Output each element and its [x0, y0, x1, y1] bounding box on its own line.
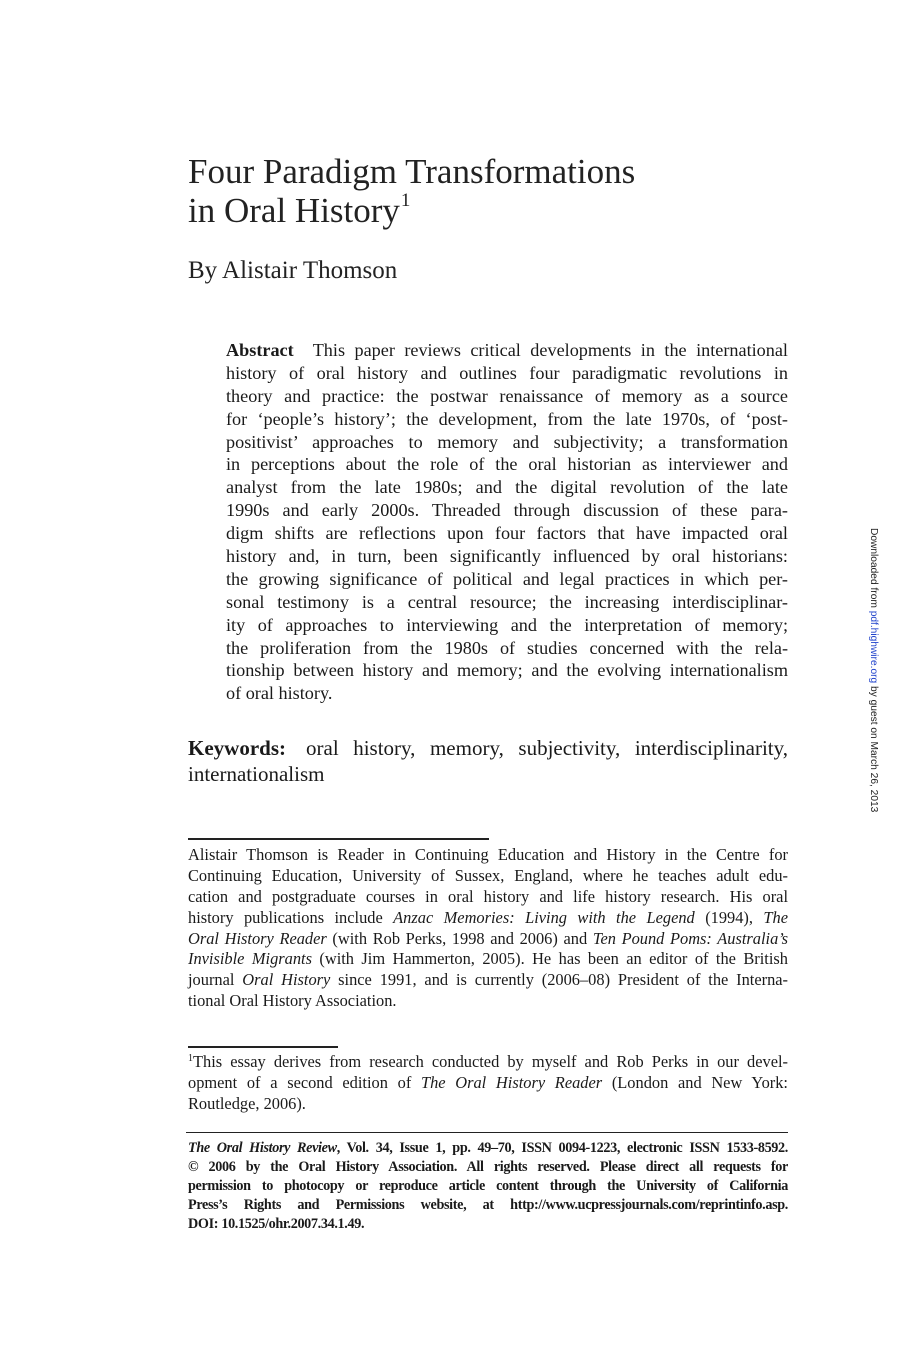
- bio-line: history publications include Anzac Memories: Living with the Legend (1994), The: [188, 907, 789, 927]
- abstract-line: sonal testimony is a central resource; the increasing interdisciplinar-: [226, 591, 788, 612]
- abstract-line: theory and practice: the postwar renaissance of memory as a source: [226, 385, 788, 406]
- abstract-line: Abstract This paper reviews critical developments in the international: [226, 340, 788, 360]
- abstract-line: the growing significance of political and legal practices in which per-: [226, 568, 788, 589]
- bio-line: Continuing Education, University of Sussex, England, where he teaches adult edu-: [188, 865, 788, 885]
- abstract-line: ity of approaches to interviewing and the interpretation of memory;: [226, 614, 788, 635]
- download-source-link[interactable]: pdf.highwire.org: [868, 610, 879, 684]
- footnote-divider: [188, 1046, 338, 1048]
- imprint-doi: DOI: 10.1525/ohr.2007.34.1.49.: [188, 1215, 365, 1232]
- bio-line: journal Oral History since 1991, and is currently (2006–08) President of the Interna-: [188, 970, 789, 990]
- abstract-line: digm shifts are reflections upon four factors that have impacted oral: [226, 523, 788, 544]
- title-footnote-mark[interactable]: 1: [400, 190, 411, 211]
- imprint-line: Press’s Rights and Permissions website, at http://www.ucpressjournals.com/reprintinfo.asp.: [188, 1196, 788, 1213]
- imprint-line: permission to photocopy or reproduce article content through the University of California: [188, 1177, 788, 1194]
- imprint-divider: [186, 1132, 788, 1133]
- title-line-2: [188, 191, 635, 236]
- abstract-line: history of oral history and outlines four paradigmatic revolutions in: [226, 362, 788, 383]
- title-line-1: Four Paradigm Transformations: [188, 152, 636, 191]
- abstract-line: of oral history.: [226, 683, 333, 704]
- footnote-mark: 1: [188, 1053, 193, 1064]
- abstract-line: positivist’ approaches to memory and subjectivity; a transformation: [226, 431, 788, 452]
- keywords: [188, 735, 788, 787]
- footnote-line: Routledge, 2006).: [188, 1094, 306, 1113]
- abstract-line: analyst from the late 1980s; and the digital revolution of the late: [226, 477, 788, 498]
- footnote: [188, 1051, 788, 1114]
- abstract-line: in perceptions about the role of the oral historian as interviewer and: [226, 454, 788, 475]
- author-byline: By Alistair Thomson: [188, 257, 398, 284]
- abstract-label: Abstract: [226, 340, 294, 360]
- journal-name: The Oral History Review: [188, 1140, 337, 1156]
- bio-line: Oral History Reader (with Rob Perks, 1998 and 2006) and Ten Pound Poms: Australia’s: [188, 928, 788, 948]
- abstract-line: for ‘people’s history’; the development, from the late 1970s, of ‘post-: [226, 408, 788, 429]
- imprint-line: The Oral History Review, Vol. 34, Issue 1, pp. 49–70, ISSN 0094-1223, electronic ISSN 1533-8592.: [188, 1140, 788, 1156]
- bio-divider: [188, 838, 489, 840]
- bio-line: Alistair Thomson is Reader in Continuing Education and History in the Centre for: [188, 845, 788, 864]
- author-bio: [188, 845, 788, 1012]
- footnote-line: $^1$This essay derives from research conducted by myself and Rob Perks in our devel-: [188, 1052, 788, 1071]
- abstract: [226, 339, 788, 705]
- journal-imprint: [188, 1139, 788, 1233]
- bio-line: cation and postgraduate courses in oral history and life history research. His oral: [188, 886, 788, 906]
- title-line-2-text: in Oral History: [188, 191, 400, 230]
- abstract-line: tionship between history and memory; and the evolving internationalism: [226, 660, 788, 681]
- keywords-label: Keywords:: [188, 736, 286, 760]
- download-notice: [867, 528, 879, 823]
- keywords-line-1: Keywords: oral history, memory, subjectivity, interdisciplinarity,: [188, 736, 788, 760]
- abstract-line: history and, in turn, been significantly influenced by oral historians:: [226, 546, 788, 567]
- bio-line: tional Oral History Association.: [188, 991, 397, 1011]
- keywords-line-2: internationalism: [188, 762, 325, 786]
- imprint-line: © 2006 by the Oral History Association. All rights reserved. Please direct all requests for: [188, 1158, 788, 1175]
- abstract-line: the proliferation from the 1980s of studies concerned with the rela-: [226, 637, 788, 658]
- download-notice-text: Downloaded from pdf.highwire.org by guest on March 26, 2013: [868, 528, 879, 813]
- bio-line: Invisible Migrants (with Jim Hammerton, 2005). He has been an editor of the British: [188, 949, 788, 969]
- abstract-line: 1990s and early 2000s. Threaded through discussion of these para-: [226, 500, 788, 521]
- footnote-line: opment of a second edition of The Oral History Reader (London and New York:: [188, 1073, 788, 1092]
- article-title: [188, 152, 635, 236]
